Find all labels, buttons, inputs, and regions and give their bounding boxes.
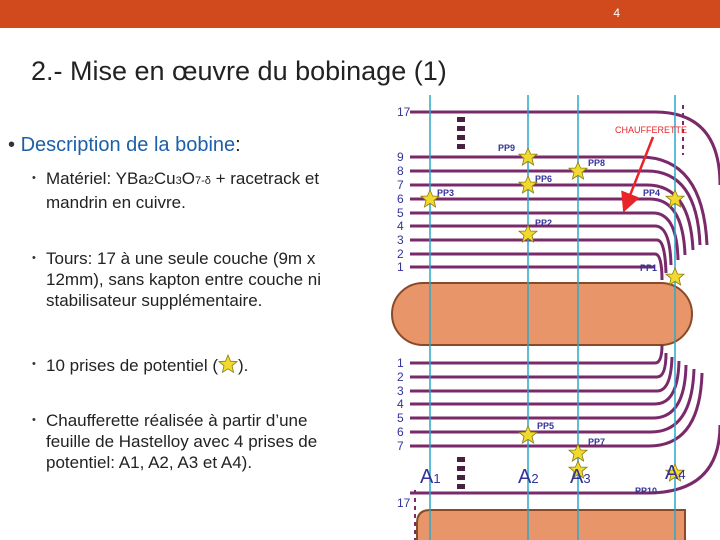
bottom-turn-numbers: [397, 356, 411, 510]
pp-label: PP9: [498, 143, 516, 153]
turn-number: 17: [397, 105, 411, 119]
pp-label: PP1: [640, 263, 658, 273]
pp-label: PP7: [588, 437, 606, 447]
tap-a3: A3: [570, 466, 591, 488]
tap-a2: A2: [518, 466, 539, 488]
copper-base: [417, 510, 685, 540]
tap-a4: A4: [665, 462, 686, 484]
pp-label: PP3: [437, 188, 455, 198]
slide-title: 2.- Mise en œuvre du bobinage (1): [31, 56, 447, 86]
turn-number: 2: [397, 247, 404, 261]
turn-number: 1: [397, 356, 404, 370]
turn-number: 8: [397, 164, 404, 178]
bullet-tours: • Tours: 17 à une seule couche (9m x 12mm), sans kapton entre couche ni stabilisateur supplémentaire.: [32, 249, 321, 310]
pp-label: PP10: [635, 486, 658, 496]
bullet-chaufferette: • Chaufferette réalisée à partir d’une feuille de Hastelloy avec 4 prises de potentiel: A1, A2, A3 et A4).: [32, 411, 318, 472]
bullet-description: • Description de la bobine:: [8, 134, 241, 156]
turn-number: 7: [397, 178, 404, 192]
mandrel: [392, 283, 692, 345]
turn-number: 3: [397, 384, 404, 398]
star-icon: [218, 354, 238, 374]
pp-label: PP6: [535, 174, 553, 184]
turn-number: 5: [397, 206, 404, 220]
pp-label: PP8: [588, 158, 606, 168]
turn-number: 4: [397, 219, 404, 233]
bullet-materiel: • Matériel: YBa2Cu3O7-δ + racetrack et mandrin en cuivre.: [32, 169, 320, 212]
chaufferette-label: CHAUFFERETTE: [615, 125, 687, 135]
page-number: 4: [613, 6, 620, 20]
turn-number: 9: [397, 150, 404, 164]
pp-label: PP5: [537, 421, 555, 431]
turn-number: 6: [397, 192, 404, 206]
turn-number: 4: [397, 397, 404, 411]
coil-diagram: [385, 95, 720, 540]
header-bar: [0, 0, 720, 28]
top-turn-numbers: [397, 105, 411, 274]
bullet-description-label: Description de la bobine: [20, 134, 236, 156]
turn-number: 2: [397, 370, 404, 384]
pp-label: PP2: [535, 218, 553, 228]
turn-number: 5: [397, 411, 404, 425]
bullet-prises: • 10 prises de potentiel ( ).: [32, 356, 249, 375]
tap-a1: A1: [420, 466, 441, 488]
turn-number: 17: [397, 496, 411, 510]
pp-label: PP4: [643, 188, 661, 198]
turn-number: 6: [397, 425, 404, 439]
turn-number: 7: [397, 439, 404, 453]
turn-number: 1: [397, 260, 404, 274]
turn-number: 3: [397, 233, 404, 247]
